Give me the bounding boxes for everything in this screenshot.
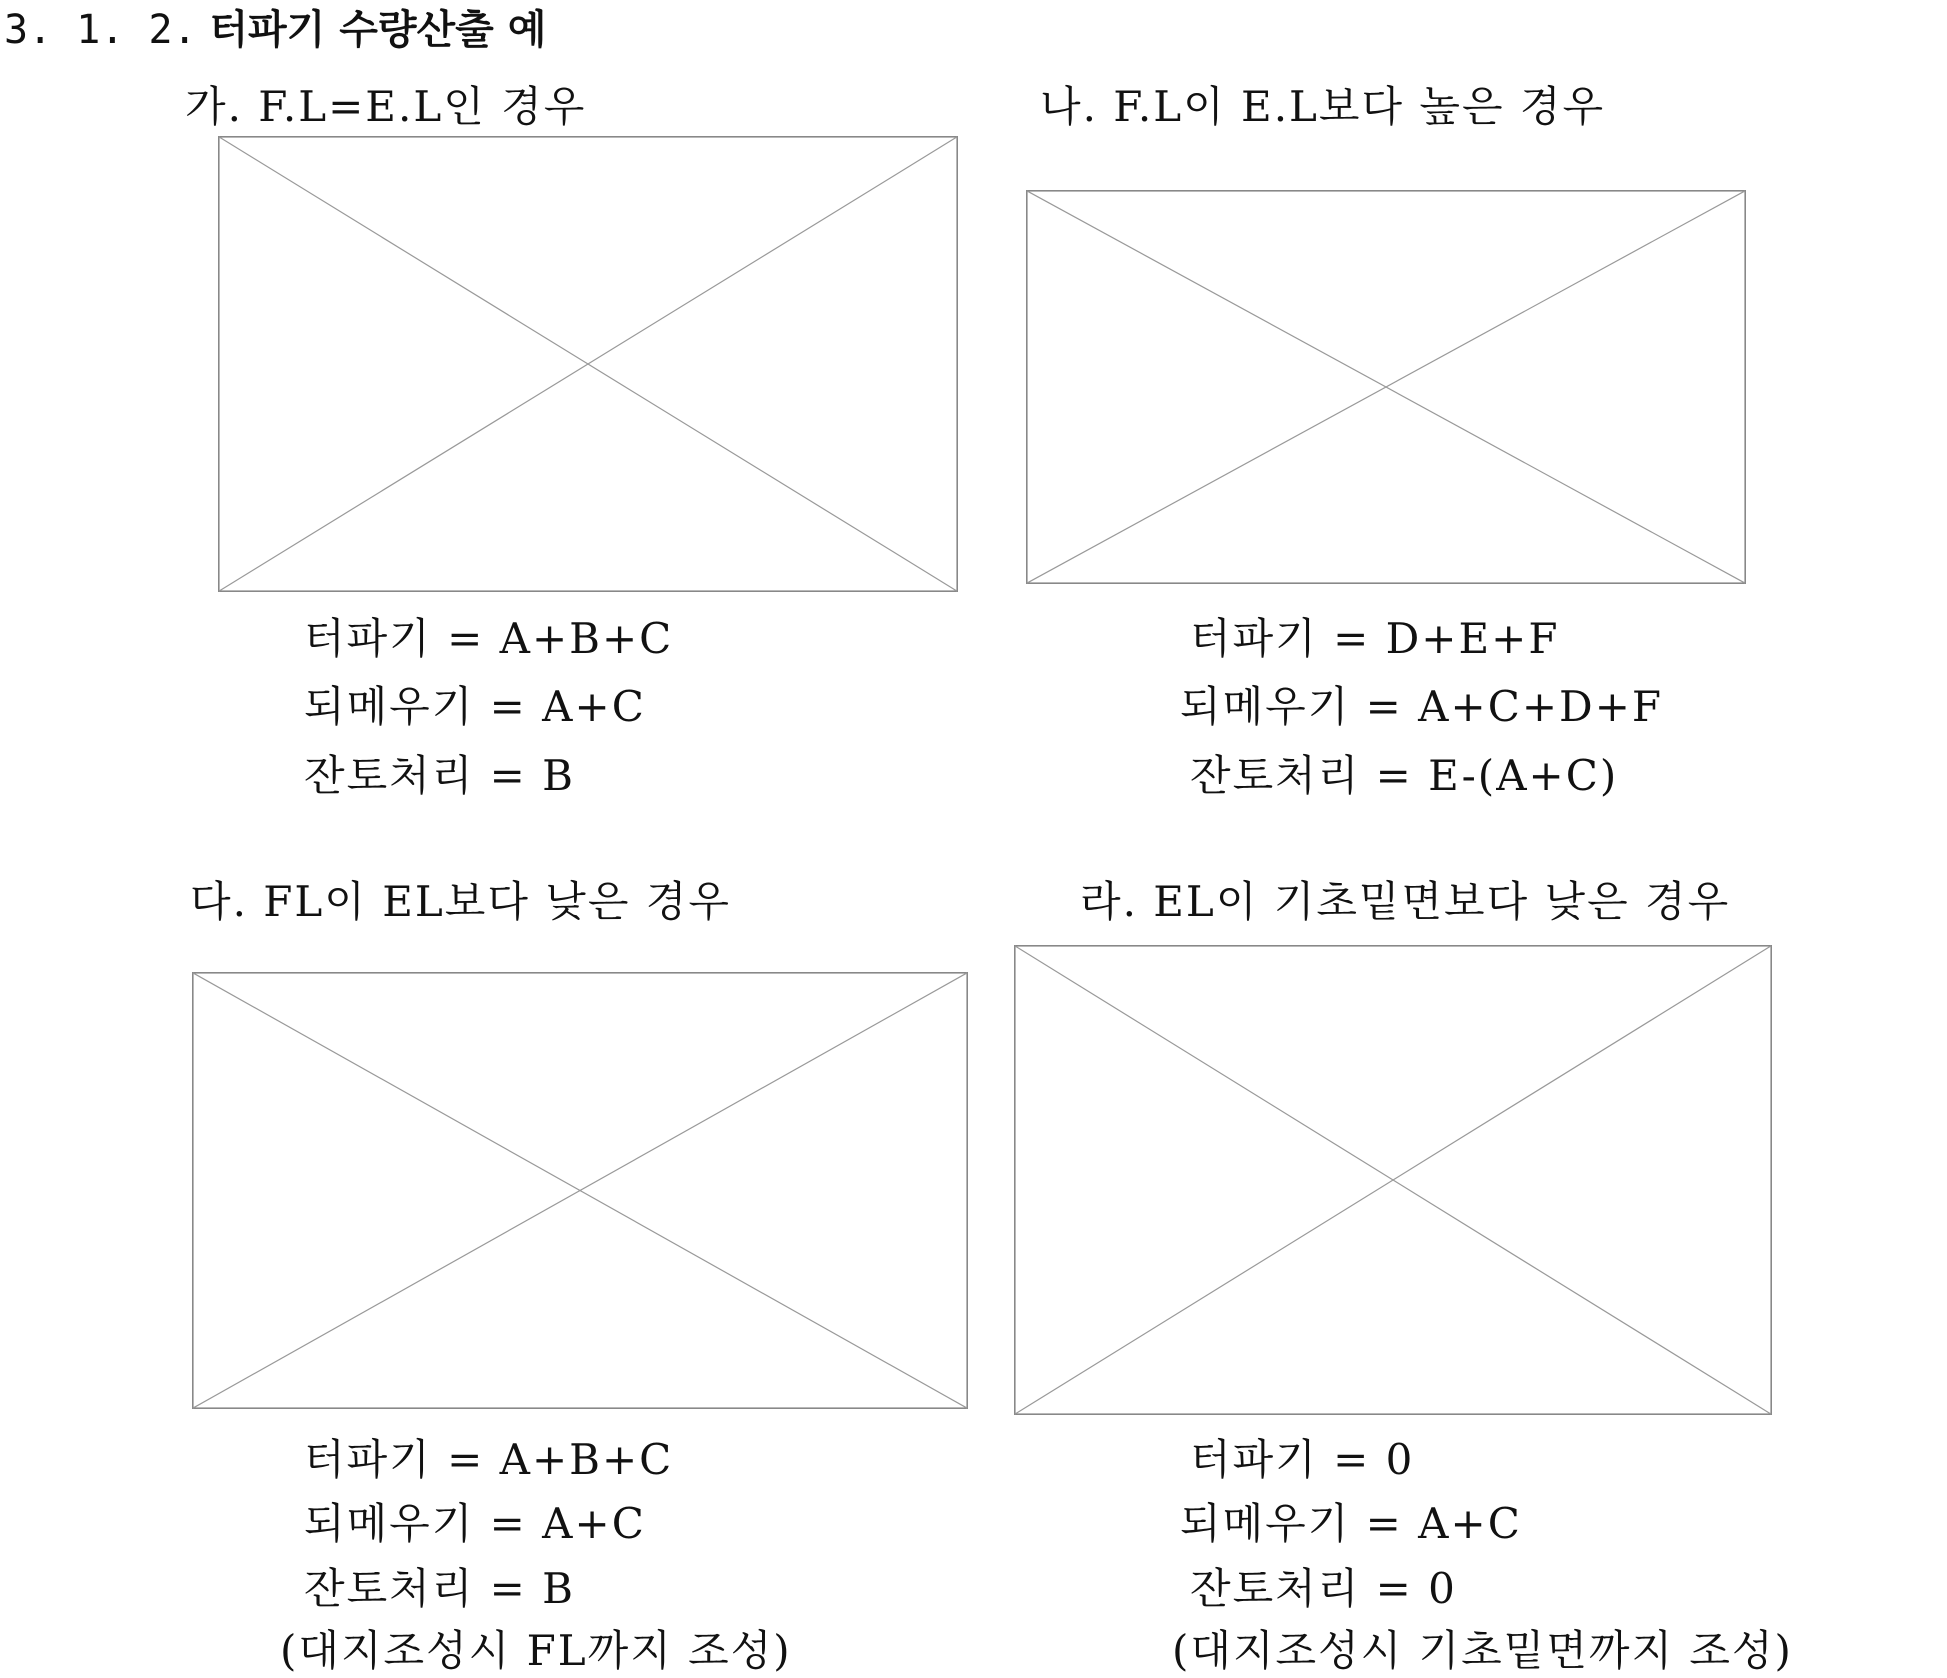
case-ga-formula-surplus-soil: 잔토처리 = B (304, 751, 576, 800)
case-ra-formula-excavation: 터파기 = 0 (1190, 1435, 1415, 1484)
section-heading (4, 2, 546, 58)
case-da-image-placeholder (192, 972, 968, 1409)
case-na-formula-excavation: 터파기 = D+E+F (1190, 614, 1560, 663)
case-da-note: (대지조성시 FL까지 조성) (280, 1626, 792, 1675)
case-title-na: 나. F.L이 E.L보다 높은 경우 (1040, 82, 1606, 131)
section-number: 3. 1. 2. (4, 7, 197, 53)
case-na-image-placeholder (1026, 190, 1746, 584)
case-title-da: 다. FL이 EL보다 낮은 경우 (190, 877, 731, 926)
case-ra-note: (대지조성시 기초밑면까지 조성) (1172, 1626, 1793, 1675)
case-da-formula-excavation: 터파기 = A+B+C (304, 1435, 674, 1484)
case-title-ra: 라. EL이 기초밑면보다 낮은 경우 (1080, 877, 1731, 926)
case-ga-formula-backfill: 되메우기 = A+C (304, 682, 646, 731)
case-ga-formula-excavation: 터파기 = A+B+C (304, 614, 674, 663)
case-ra-formula-surplus-soil: 잔토처리 = 0 (1190, 1564, 1457, 1613)
section-title: 터파기 수량산출 예 (209, 7, 547, 53)
case-ga-image-placeholder (218, 136, 958, 592)
case-title-ga: 가. F.L=E.L인 경우 (185, 82, 587, 131)
case-na-formula-backfill: 되메우기 = A+C+D+F (1180, 682, 1664, 731)
case-na-formula-surplus-soil: 잔토처리 = E-(A+C) (1190, 751, 1619, 800)
case-ra-formula-backfill: 되메우기 = A+C (1180, 1499, 1522, 1548)
case-da-formula-surplus-soil: 잔토처리 = B (304, 1564, 576, 1613)
case-da-formula-backfill: 되메우기 = A+C (304, 1499, 646, 1548)
case-ra-image-placeholder (1014, 945, 1772, 1415)
